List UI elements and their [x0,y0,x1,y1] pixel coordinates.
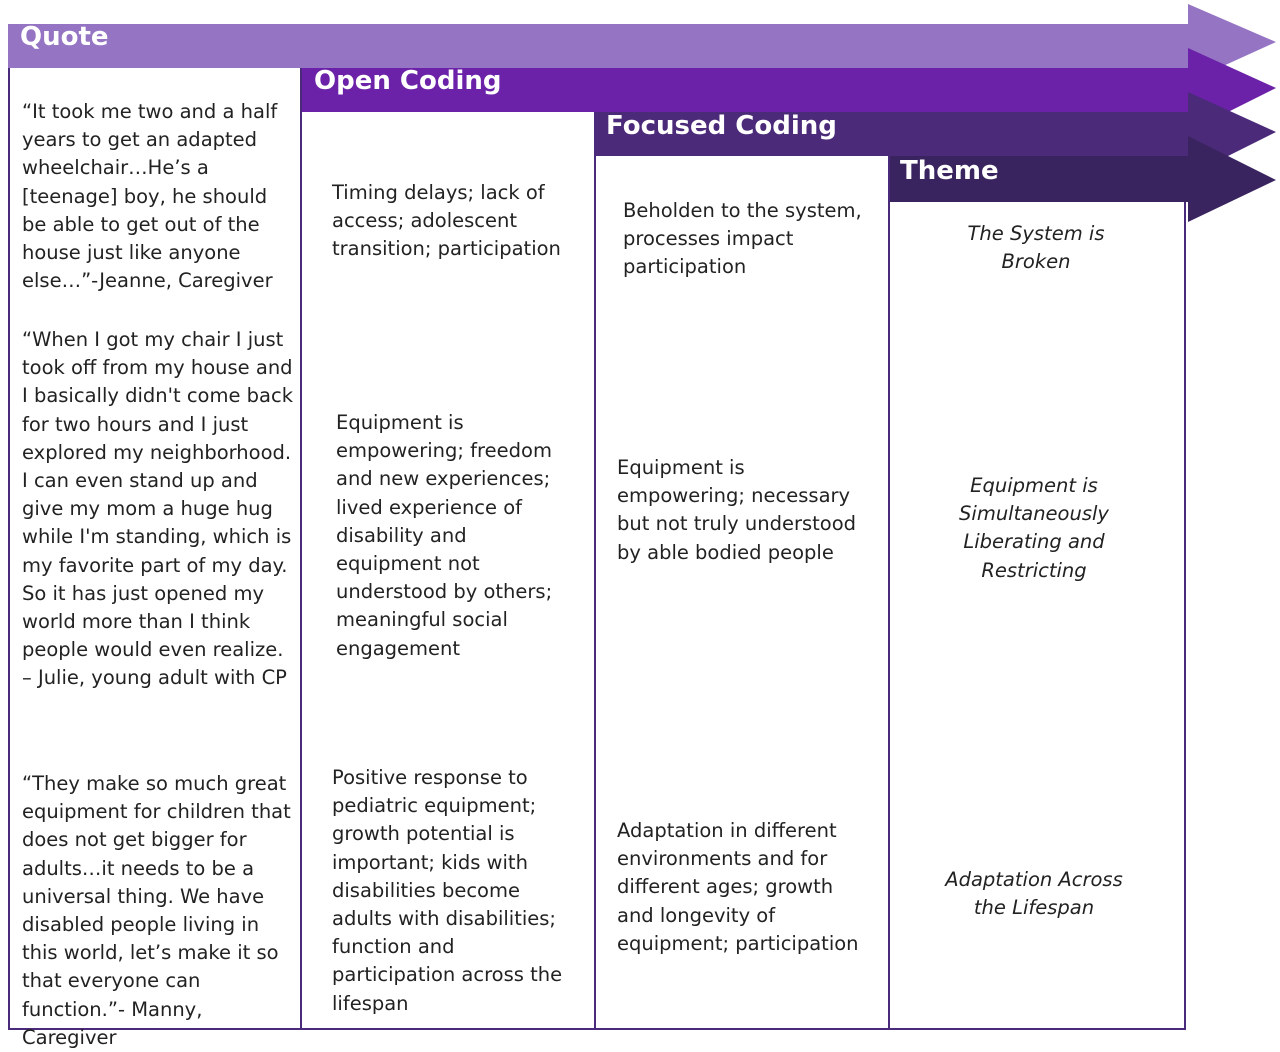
open-coding-row-1: Timing delays; lack of access; adolescent transition; participation [332,181,561,261]
focused-coding-row-2: Equipment is empowering; necessary but not truly understood by able bodied people [617,456,857,564]
theme-row-3: Adaptation Across the Lifespan [945,868,1123,920]
theme-row-2: Equipment is Simultaneously Liberating and Restricting [959,474,1109,582]
focused-coding-row-1: Beholden to the system, processes impact participation [623,199,862,279]
quote-row-2: “When I got my chair I just took off from my house and I basically didn't come back for two hours and I just explored my neighborhood. I can even stand up and give my mom a huge hug while I'm standing, which is my favorite part of my day. So it has just opened my world more than I think people would even realize. – Julie, young adult with CP [22,328,294,690]
theme-header: Theme [900,156,999,186]
open-coding-row-3: Positive response to pediatric equipment; growth potential is important; kids with disabilities become adults with disabilities; function and participation across the lifespan [332,766,563,1015]
quote-row-1: “It took me two and a half years to get an adapted wheelchair…He’s a [teenage] boy, he should be able to get out of the house just like anyone else…”-Jeanne, Caregiver [22,100,278,293]
theme-row-1: The System is Broken [967,222,1105,274]
quote-row-3: “They make so much great equipment for children that does not get bigger for adults…it needs to be a universal thing. We have disabled people living in this world, let’s make it so that everyone can function.”- Manny, Caregiver [22,772,291,1049]
focused-coding-header: Focused Coding [606,111,837,141]
quote-header: Quote [20,22,109,52]
open-coding-row-2: Equipment is empowering; freedom and new experiences; lived experience of disability and equipment not understood by others; meaningful social engagement [336,411,553,660]
focused-coding-row-3: Adaptation in different environments and for different ages; growth and longevity of equipment; participation [617,819,859,955]
open-coding-header: Open Coding [314,66,502,96]
